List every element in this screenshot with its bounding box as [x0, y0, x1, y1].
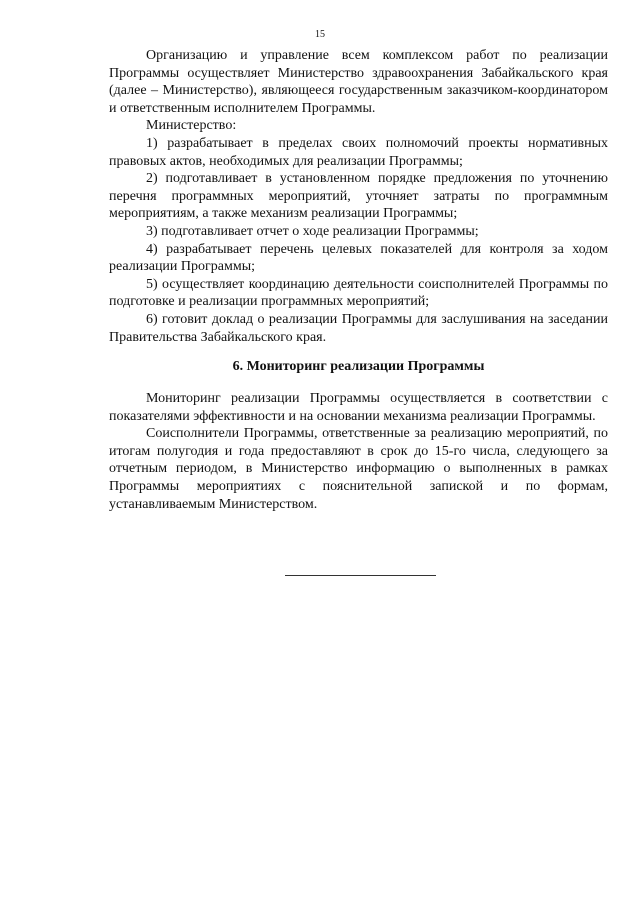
- paragraph-duty-3: 3) подготавливает отчет о ходе реализации Программы;: [146, 223, 479, 239]
- paragraph-monitoring: Мониторинг реализации Программы осуществляется в соответствии с показателями эффективности и на основании механизма реализации Программы.: [109, 391, 608, 424]
- paragraph-duty-6: 6) готовит доклад о реализации Программы для заслушивания на заседании Правительства Забайкальского края.: [109, 311, 608, 345]
- paragraph-management: Организацию и управление всем комплексом работ по реализации Программы осуществляет Министерство здравоохранения Забайкальского края (далее – Министерство), являющееся государственным заказчиком-координатором и ответственным исполнителем Программы.: [109, 48, 608, 116]
- paragraph-duty-5: 5) осуществляет координацию деятельности соисполнителей Программы по подготовке и реализации программных мероприятий;: [109, 276, 608, 310]
- paragraph-co-executors: Соисполнители Программы, ответственные за реализацию мероприятий, по итогам полугодия и года предоставляют в срок до 15-го числа, следующего за отчетным периодом, в Министерство информацию о выполненных в рамках Программы мероприятиях с пояснительной запиской и по формам, устанавливаемым Министерством.: [109, 426, 608, 512]
- paragraph-duty-1: 1) разрабатывает в пределах своих полномочий проекты нормативных правовых актов, необходимых для реализации Программы;: [109, 135, 608, 169]
- end-divider-line: [285, 575, 436, 576]
- section-heading: 6. Мониторинг реализации Программы: [232, 359, 485, 374]
- body-text-top: [109, 47, 608, 346]
- body-text-bottom: [109, 390, 608, 513]
- page-number: 15: [315, 29, 325, 40]
- paragraph-ministry-intro: Министерство:: [146, 118, 237, 134]
- paragraph-duty-4: 4) разрабатывает перечень целевых показателей для контроля за ходом реализации Программы;: [109, 241, 608, 275]
- paragraph-duty-2: 2) подготавливает в установленном порядке предложения по уточнению перечня программных мероприятий, уточняет затраты по программным мероприятиям, а также механизм реализации Программы;: [109, 171, 608, 222]
